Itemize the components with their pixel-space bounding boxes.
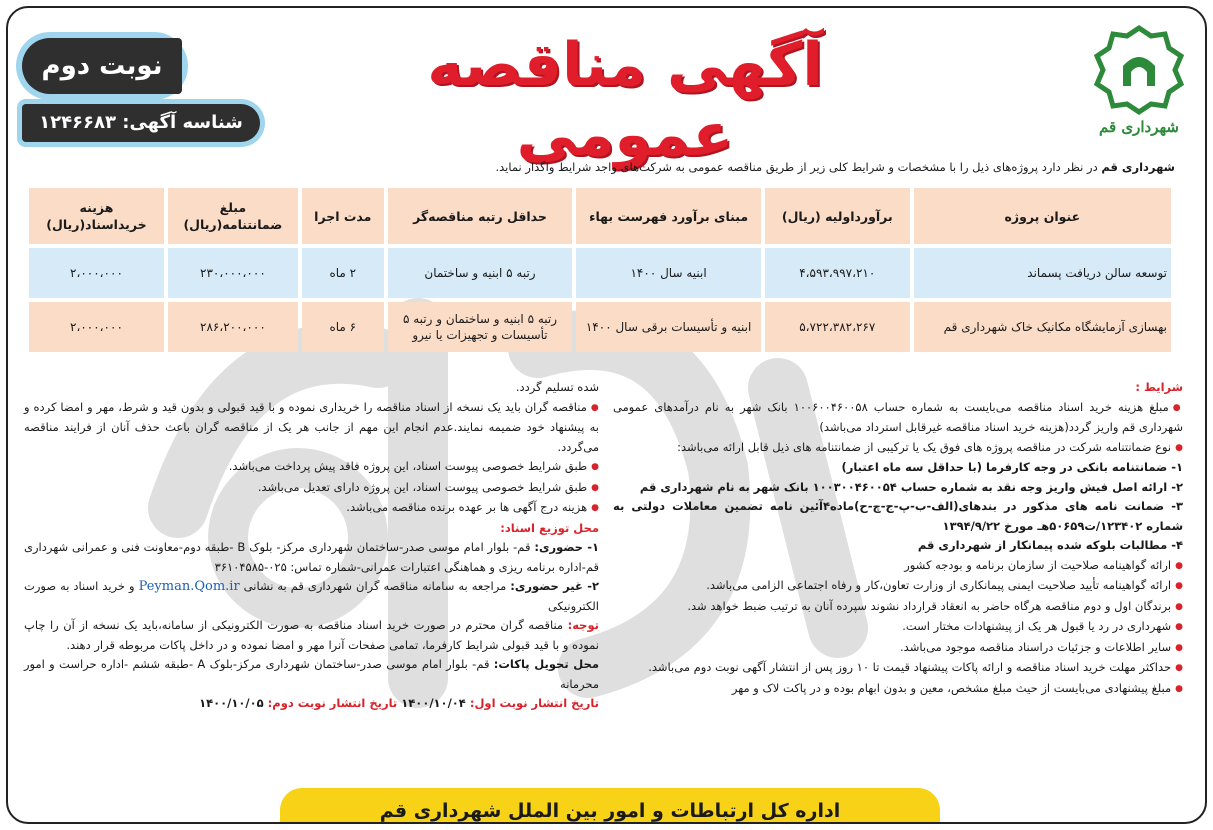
condition-item: ● شهرداری در رد یا قبول هر یک از پیشنهادات مختار است. xyxy=(613,617,1183,638)
condition-item: ● طبق شرایط خصوصی پیوست اسناد، این پروژه دارای تعدیل می‌باشد. xyxy=(24,478,599,499)
cell-price-basis: ابنیه سال ۱۴۰۰ xyxy=(576,248,761,298)
note-text: مناقصه گران محترم در صورت خرید اسناد مناقصه به صورت الکترونیکی از سامانه،باید یک نسخه از آن را چاپ نموده و با قید قبولی شرایط کارفرما، تمامی صفحات آنرا مهر و امضا نموده و در داخل پاکات مربوطه قرار دهند. xyxy=(24,618,599,652)
logo-text: شهرداری قم xyxy=(1099,118,1179,136)
delivery-text: قم- بلوار امام موسی صدر-ساختمان شهرداری مرکز-بلوک A -طبقه ششم -اداره حراست و امور محرمانه xyxy=(24,657,599,691)
col-header-guarantee: مبلغ ضمانتنامه(ریال) xyxy=(168,188,298,244)
cell-title: توسعه سالن دریافت پسماند xyxy=(914,248,1171,298)
condition-item: ● طبق شرایط خصوصی پیوست اسناد، این پروژه فاقد پیش پرداخت می‌باشد. xyxy=(24,457,599,478)
guarantee-option: ۲- ارائه اصل فیش واریز وجه نقد به شماره حساب ۱۰۰۳۰۰۴۶۰۰۵۴ بانک شهر به نام شهرداری قم xyxy=(639,479,1183,494)
guarantee-option: ۴- مطالبات بلوکه شده پیمانکار از شهرداری قم xyxy=(917,538,1183,552)
tender-portal-link[interactable]: Peyman.Qom.ir xyxy=(138,579,240,594)
conditions-heading: شرایط : xyxy=(1135,380,1183,394)
col-header-doc-cost: هزینه خریداسناد(ریال) xyxy=(29,188,164,244)
condition-continuation: شده تسلیم گردد. xyxy=(515,380,599,394)
condition-item: ● برندگان اول و دوم مناقصه هرگاه حاضر به انعقاد قرارداد نشوند سپرده آنان به ترتیب ضبط خواهد شد. xyxy=(613,597,1183,618)
condition-item: ● حداکثر مهلت خرید اسناد مناقصه و ارائه پاکات پیشنهاد قیمت تا ۱۰ روز پس از انتشار آگهی نوبت دوم می‌باشد. xyxy=(613,658,1183,679)
cell-guarantee: ۲۳۰،۰۰۰،۰۰۰ xyxy=(168,248,298,298)
details-column xyxy=(24,378,599,714)
cell-price-basis: ابنیه و تأسیسات برقی سال ۱۴۰۰ xyxy=(576,302,761,352)
condition-item: ● مبلغ پیشنهادی می‌بایست از حیث مبلغ مشخص، معین و بدون ابهام بوده و در پاکت لاک و مهر xyxy=(613,679,1183,700)
condition-item: ● ارائه گواهینامه صلاحیت از سازمان برنامه و بودجه کشور xyxy=(613,556,1183,577)
cell-estimate: ۴،۵۹۳،۹۹۷،۲۱۰ xyxy=(765,248,910,298)
cell-duration: ۲ ماه xyxy=(302,248,384,298)
delivery-label: محل تحویل پاکات: xyxy=(493,657,599,671)
distribution-online-tail: و خرید اسناد به صورت الکترونیکی xyxy=(24,579,599,613)
intro-org: شهرداری قم xyxy=(1101,160,1175,174)
condition-item: ● مناقصه گران باید یک نسخه از اسناد مناقصه را خریداری نموده و با قید قبولی و بدون قید و شرط، مهر و امضا کرده و به پیشنهاد خود ضمیمه نمایند.عدم انجام این مهم از جانب هر یک از مناقصه گران باعث حذف آنان از فرایند مناقصه می‌گردد. xyxy=(24,398,599,458)
condition-item: ● سایر اطلاعات و جزئیات دراسناد مناقصه موجود می‌باشد. xyxy=(613,638,1183,659)
pub1-date: ۱۴۰۰/۱۰/۰۴ xyxy=(397,696,470,710)
table-header-row xyxy=(29,188,1171,244)
qom-municipality-logo-icon xyxy=(1093,22,1185,118)
ad-id-badge: شناسه آگهی: ۱۲۴۶۶۸۳ xyxy=(22,104,260,142)
distribution-heading: محل توزیع اسناد: xyxy=(500,520,599,535)
distribution-online-label: ۲- غیر حضوری: xyxy=(510,579,599,593)
col-header-title: عنوان پروژه xyxy=(914,188,1171,244)
cell-estimate: ۵،۷۲۲،۳۸۲،۲۶۷ xyxy=(765,302,910,352)
condition-item: ● مبلغ هزینه خرید اسناد مناقصه می‌بایست به شماره حساب ۱۰۰۶۰۰۴۶۰۰۵۸ بانک شهر به نام درآمدهای عمومی شهرداری قم واریز گردد(هزینه خرید اسناد مناقصه غیرقابل استرداد می‌باشد) xyxy=(613,398,1183,438)
cell-title: بهسازی آزمایشگاه مکانیک خاک شهرداری قم xyxy=(914,302,1171,352)
distribution-online xyxy=(24,577,599,616)
col-header-min-grade: حداقل رتبه مناقصه‌گر xyxy=(388,188,573,244)
col-header-estimate: برآورداولیه (ریال) xyxy=(765,188,910,244)
distribution-in-person-text: قم- بلوار امام موسی صدر-ساختمان شهرداری مرکز- بلوک B -طبقه دوم-معاونت فنی و عمرانی شهرداری قم-اداره برنامه ریزی و هماهنگی اعتبارات عمرانی-شماره تماس: ۰۲۵-۳۶۱۰۴۵۸۵ xyxy=(24,540,599,574)
delivery-location xyxy=(24,655,599,694)
col-header-duration: مدت اجرا xyxy=(302,188,384,244)
page-title: آگهی مناقصه عمومی xyxy=(427,30,823,170)
table-row xyxy=(29,302,1171,352)
cell-min-grade: رتبه ۵ ابنیه و ساختمان xyxy=(388,248,573,298)
note-paragraph xyxy=(24,616,599,655)
table-row xyxy=(29,248,1171,298)
publication-dates xyxy=(24,694,599,714)
pub2-date: ۱۴۰۰/۱۰/۰۵ xyxy=(199,696,268,710)
conditions-column xyxy=(613,378,1183,699)
cell-doc-cost: ۲،۰۰۰،۰۰۰ xyxy=(29,248,164,298)
projects-table xyxy=(25,184,1175,356)
distribution-online-text: مراجعه به سامانه مناقصه گران شهرداری قم به نشانی xyxy=(239,579,511,593)
pub2-label: تاریخ انتشار نوبت دوم: xyxy=(267,696,398,710)
col-header-price-basis: مبنای برآورد فهرست بهاء xyxy=(576,188,761,244)
note-label: توجه: xyxy=(567,618,599,632)
distribution-in-person xyxy=(24,538,599,577)
cell-duration: ۶ ماه xyxy=(302,302,384,352)
guarantee-option: ۱- ضمانتنامه بانکی در وجه کارفرما (با حداقل سه ماه اعتبار) xyxy=(841,460,1183,474)
condition-item: ● ارائه گواهینامه تأیید صلاحیت ایمنی پیمانکاری از وزارت تعاون،کار و رفاه اجتماعی الزامی می‌باشد. xyxy=(613,576,1183,597)
municipality-logo xyxy=(1093,22,1185,152)
condition-item: ● نوع ضمانتنامه شرکت در مناقصه پروژه های فوق یک یا ترکیبی از ضمانتنامه های ذیل قابل ارائه می‌باشد: xyxy=(613,438,1183,459)
cell-min-grade: رتبه ۵ ابنیه و ساختمان و رتبه ۵ تأسیسات و تجهیزات یا نیرو xyxy=(388,302,573,352)
condition-item: ● هزینه درج آگهی ها بر عهده برنده مناقصه می‌باشد. xyxy=(24,498,599,519)
pub1-label: تاریخ انتشار نوبت اول: xyxy=(469,696,599,710)
intro-text xyxy=(25,158,1175,176)
guarantee-option: ۳- ضمانت نامه های مذکور در بندهای(الف-ب-پ-ج-چ-ح)ماده۴آئین نامه تضمین معاملات دولتی به شماره ۱۲۳۴۰۲/ت۵۰۶۵۹هـ مورخ ۱۳۹۴/۹/۲۲ xyxy=(613,499,1184,533)
cell-doc-cost: ۲،۰۰۰،۰۰۰ xyxy=(29,302,164,352)
distribution-in-person-label: ۱- حضوری: xyxy=(534,540,599,554)
advertisement-page xyxy=(6,6,1207,824)
cell-guarantee: ۲۸۶،۲۰۰،۰۰۰ xyxy=(168,302,298,352)
footer-banner: اداره کل ارتباطات و امور بین الملل شهرداری قم xyxy=(280,788,940,824)
intro-body: در نظر دارد پروژه‌های ذیل را با مشخصات و شرایط کلی زیر از طریق مناقصه عمومی به شرکت‌های واجد شرایط واگذار نماید. xyxy=(495,160,1102,174)
round-badge: نوبت دوم xyxy=(22,38,182,94)
